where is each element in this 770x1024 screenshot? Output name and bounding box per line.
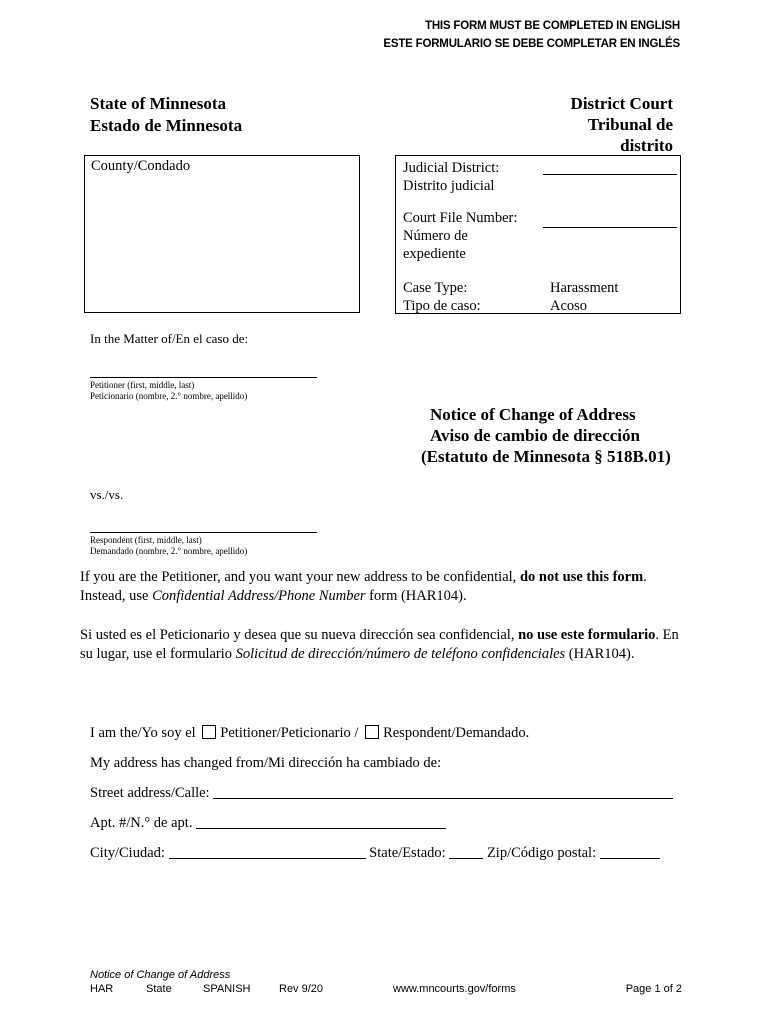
court-line1: District Court xyxy=(570,94,673,113)
state-es: Estado de Minnesota xyxy=(90,116,243,135)
petitioner-option-label: Petitioner/Peticionario / xyxy=(220,725,359,741)
zip-label: Zip/Código postal: xyxy=(486,845,597,861)
county-label: County/Condado xyxy=(91,158,191,174)
case-type-label: Case Type: Tipo de caso: xyxy=(403,280,481,314)
judicial-district-field[interactable] xyxy=(543,174,677,175)
footer-language: SPANISH xyxy=(203,983,251,995)
footer-rev: Rev 9/20 xyxy=(279,983,324,995)
page-footer xyxy=(90,968,682,996)
city-field[interactable] xyxy=(169,844,366,859)
matter-label: In the Matter of/En el caso de: xyxy=(90,331,249,346)
english-notice xyxy=(383,17,680,53)
court-file-number-label: Court File Number: Número de expediente xyxy=(403,210,518,262)
state-label: State/Estado: xyxy=(369,845,446,861)
respondent-caption: Respondent (first, middle, last) Demandado (nombre, 2.° nombre, apellido) xyxy=(90,535,248,556)
footer-page: Page 1 of 2 xyxy=(625,983,682,995)
court-line3: distrito xyxy=(620,136,673,155)
court-caption xyxy=(513,93,673,156)
footer-url[interactable]: www.mncourts.gov/forms xyxy=(393,983,516,995)
case-type-value: Harassment Acoso xyxy=(550,280,619,314)
court-line2: Tribunal de xyxy=(587,115,673,134)
state-caption xyxy=(90,93,242,137)
address-changed-label: My address has changed from/Mi dirección ha cambiado de: xyxy=(90,755,442,771)
city-label: City/Ciudad: xyxy=(90,845,165,861)
state-field[interactable] xyxy=(449,844,483,859)
apt-field[interactable] xyxy=(196,814,446,829)
court-file-number-field[interactable] xyxy=(543,227,677,228)
county-box[interactable] xyxy=(84,155,360,313)
title-es: Aviso de cambio de dirección xyxy=(430,426,640,445)
instruction-english: If you are the Petitioner, and you want your new address to be confidential, do not use this form. Instead, use Confidential Address/Phone Number form (HAR104). xyxy=(80,569,647,604)
title-en: Notice of Change of Address xyxy=(430,405,636,424)
i-am-label: I am the/Yo soy el xyxy=(90,725,196,741)
petitioner-name-field[interactable] xyxy=(90,377,317,378)
respondent-option-label: Respondent/Demandado. xyxy=(383,725,530,741)
judicial-district-label: Judicial District: Distrito judicial xyxy=(403,160,500,194)
petitioner-checkbox[interactable] xyxy=(202,725,216,739)
notice-en: THIS FORM MUST BE COMPLETED IN ENGLISH xyxy=(425,20,680,32)
street-field[interactable] xyxy=(213,784,673,799)
respondent-name-field[interactable] xyxy=(90,532,317,533)
notice-es: ESTE FORMULARIO SE DEBE COMPLETAR EN INGLÉS xyxy=(383,38,680,50)
vs-label: vs./vs. xyxy=(90,487,124,502)
form-title xyxy=(421,404,671,467)
city-state-zip-row xyxy=(90,843,660,863)
title-statute: (Estatuto de Minnesota § 518B.01) xyxy=(421,447,671,466)
zip-field[interactable] xyxy=(600,844,660,859)
party-role-row xyxy=(90,723,529,743)
case-info-box xyxy=(395,155,681,314)
respondent-checkbox[interactable] xyxy=(365,725,379,739)
street-label: Street address/Calle: xyxy=(90,785,210,801)
instruction-spanish: Si usted es el Peticionario y desea que su nueva dirección sea confidencial, no use este formulario. En su lugar, use el formulario Solicitud de dirección/número de teléfono confidenciales (HAR104). xyxy=(80,627,679,662)
footer-code: HAR xyxy=(90,983,114,995)
apt-row xyxy=(90,813,446,833)
street-row xyxy=(90,783,673,803)
petitioner-caption: Petitioner (first, middle, last) Peticionario (nombre, 2.° nombre, apellido) xyxy=(90,380,248,401)
state-en: State of Minnesota xyxy=(90,94,226,113)
footer-state: State xyxy=(146,983,172,995)
apt-label: Apt. #/N.° de apt. xyxy=(90,815,193,831)
footer-form-title: Notice of Change of Address xyxy=(90,969,231,981)
